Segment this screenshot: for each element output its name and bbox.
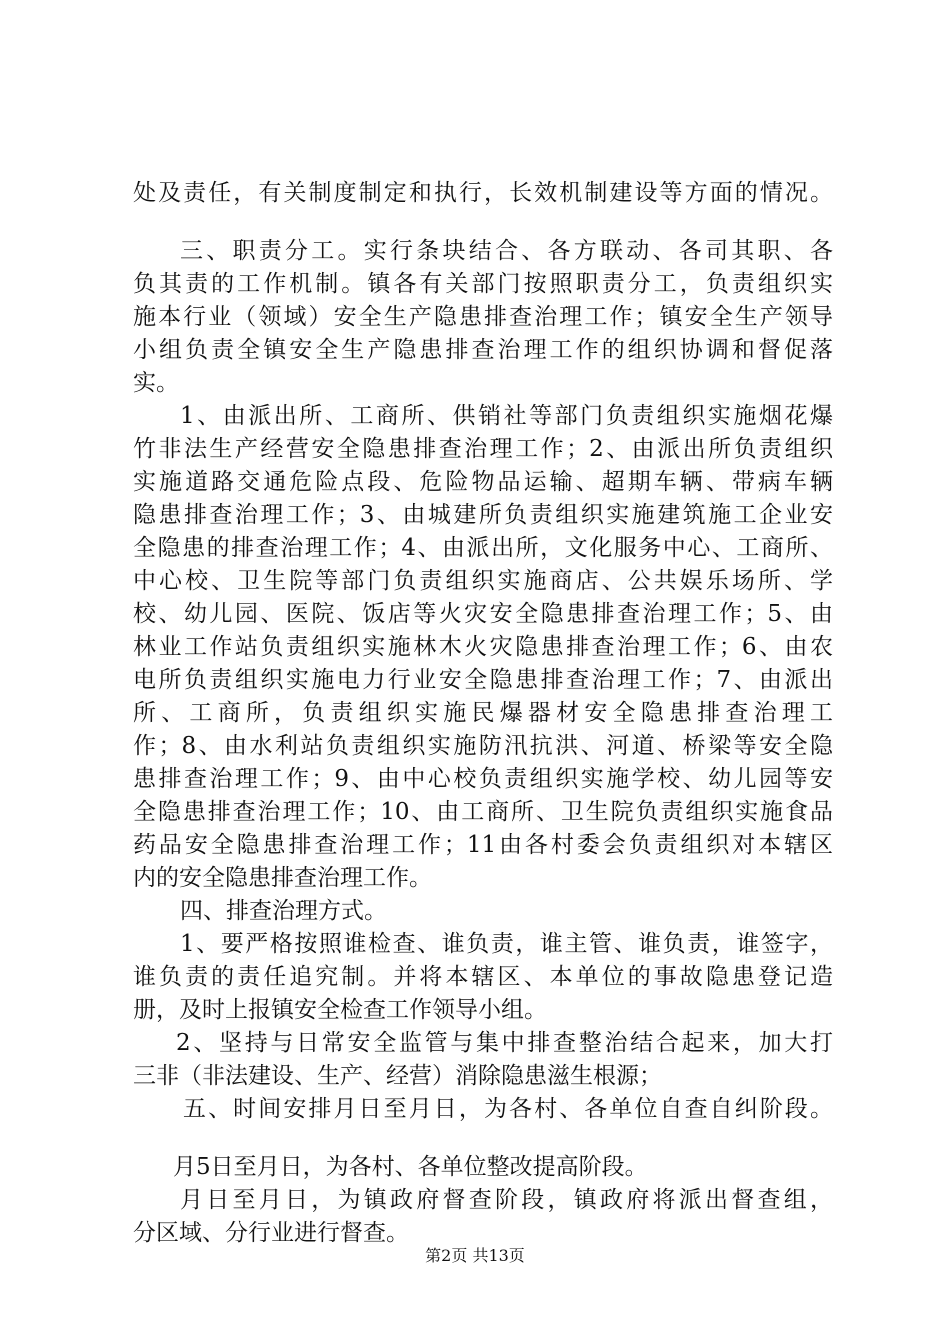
page-number-footer: 第2页 共13页 — [425, 1246, 525, 1265]
paragraph-line: 竹非法生产经营安全隐患排查治理工作；2、由派出所负责组织 — [133, 436, 833, 462]
paragraph-line: 谁负责的责任追究制。并将本辖区、本单位的事故隐患登记造 — [133, 964, 833, 990]
paragraph-line: 隐患排查治理工作；3、由城建所负责组织实施建筑施工企业安 — [133, 502, 833, 528]
section-heading-line: 三、职责分工。实行条块结合、各方联动、各司其职、各 — [180, 238, 833, 264]
paragraph-line: 三非（非法建设、生产、经营）消除隐患滋生根源； — [133, 1063, 662, 1089]
paragraph-line: 册，及时上报镇安全检查工作领导小组。 — [133, 997, 547, 1023]
paragraph-line: 电所负责组织实施电力行业安全隐患排查治理工作；7、由派出 — [133, 667, 833, 693]
paragraph-line: 月5日至月日，为各村、各单位整改提高阶段。 — [173, 1154, 648, 1180]
paragraph-line: 校、幼儿园、医院、饭店等火灾安全隐患排查治理工作；5、由 — [133, 601, 833, 627]
paragraph-line: 药品安全隐患排查治理工作；11由各村委会负责组织对本辖区 — [133, 832, 833, 858]
paragraph-line: 2、坚持与日常安全监管与集中排查整治结合起来，加大打 — [176, 1030, 833, 1056]
paragraph-line: 全隐患的排查治理工作；4、由派出所，文化服务中心、工商所、 — [133, 535, 833, 561]
paragraph-line: 作；8、由水利站负责组织实施防汛抗洪、河道、桥梁等安全隐 — [133, 733, 833, 759]
paragraph-line: 内的安全隐患排查治理工作。 — [133, 865, 432, 891]
paragraph-line: 月日至月日，为镇政府督查阶段，镇政府将派出督查组， — [180, 1187, 833, 1213]
paragraph-line: 实施道路交通危险点段、危险物品运输、超期车辆、带病车辆 — [133, 469, 833, 495]
paragraph-line: 中心校、卫生院等部门负责组织实施商店、公共娱乐场所、学 — [133, 568, 833, 594]
paragraph-line: 负其责的工作机制。镇各有关部门按照职责分工，负责组织实 — [133, 271, 833, 297]
paragraph-line: 1、由派出所、工商所、供销社等部门负责组织实施烟花爆 — [180, 403, 833, 429]
paragraph-line: 处及责任，有关制度制定和执行，长效机制建设等方面的情况。 — [133, 180, 833, 206]
section-heading-line: 四、排查治理方式。 — [180, 898, 387, 924]
paragraph-line: 患排查治理工作；9、由中心校负责组织实施学校、幼儿园等安 — [133, 766, 833, 792]
paragraph-line: 小组负责全镇安全生产隐患排查治理工作的组织协调和督促落 — [133, 337, 833, 363]
paragraph-line: 施本行业（领域）安全生产隐患排查治理工作；镇安全生产领导 — [133, 304, 833, 330]
paragraph-line: 分区域、分行业进行督查。 — [133, 1220, 409, 1246]
paragraph-line: 1、要严格按照谁检查、谁负责，谁主管、谁负责，谁签字， — [180, 931, 833, 957]
paragraph-line: 实。 — [133, 370, 179, 396]
paragraph-line: 林业工作站负责组织实施林木火灾隐患排查治理工作；6、由农 — [133, 634, 833, 660]
paragraph-line: 所、工商所，负责组织实施民爆器材安全隐患排查治理工 — [133, 700, 833, 726]
section-heading-line: 五、时间安排月日至月日，为各村、各单位自查自纠阶段。 — [183, 1096, 833, 1122]
paragraph-line: 全隐患排查治理工作；10、由工商所、卫生院负责组织实施食品 — [133, 799, 833, 825]
